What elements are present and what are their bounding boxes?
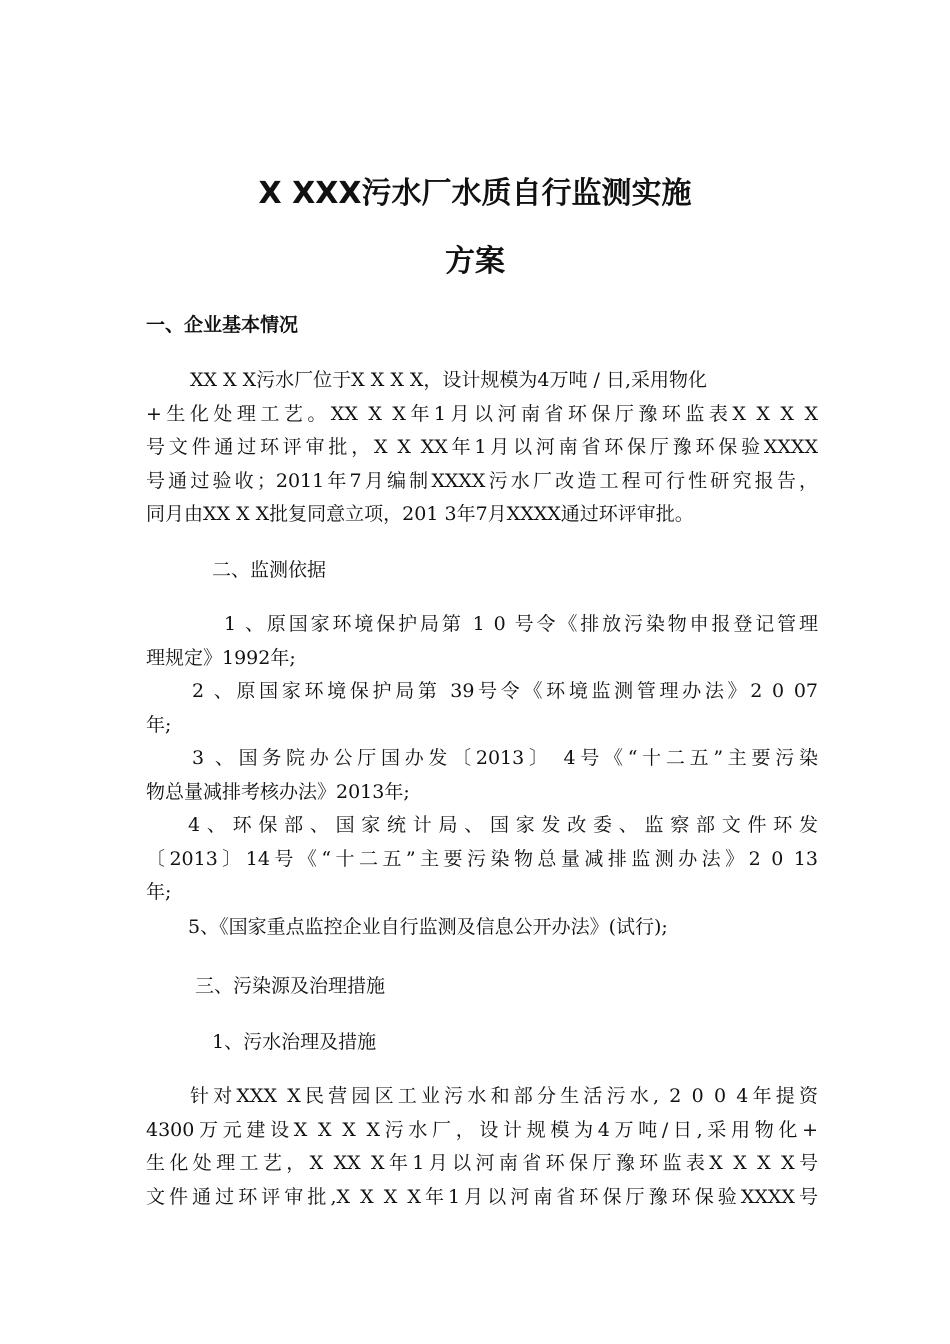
section2-item-5: [146, 911, 818, 945]
paragraph-line: 4300万元建设X X X X污水厂，设计规模为4万吨/日,采用物化+: [146, 1118, 818, 1141]
section1-paragraph: [146, 364, 818, 532]
paragraph-line: 号通过验收；2011年7月编制XXXX污水厂改造工程可行性研究报告，: [146, 469, 818, 492]
paragraph-line: 针对XXX X民营园区工业污水和部分生活污水, 2 0 0 4年提资: [190, 1085, 818, 1107]
paragraph-line: 文件通过环评审批,X X X X年1月以河南省环保厅豫环保验XXXX号: [146, 1185, 818, 1208]
section3-sub1-heading: 1、污水治理及措施: [212, 1031, 377, 1053]
paragraph-line: 同月由XX X X批复同意立项，201 3年7月XXXX通过环评审批。: [146, 503, 694, 525]
list-item-line: 年;: [146, 713, 172, 736]
list-item-line: 物总量减排考核办法》2013年;: [146, 780, 410, 803]
list-item-line: 1 、原国家环境保护局第 1 0 号令《排放污染物申报登记管理: [224, 613, 818, 635]
paragraph-line: XX X X污水厂位于X X X X，设计规模为4万吨 / 日,采用物化: [190, 369, 708, 391]
list-item-line: 2 、原国家环境保护局第 39号令《环境监测管理办法》2 0 07: [192, 680, 818, 702]
section2-item-4: [146, 809, 818, 910]
section2-item-2: [146, 675, 818, 742]
paragraph-line: 号文件通过环评审批，X X XX年1月以河南省环保厅豫环保验XXXX: [146, 436, 818, 458]
section3-heading: 三、污染源及治理措施: [195, 975, 386, 997]
document-title-line1: X XXX污水厂水质自行监测实施: [258, 176, 692, 211]
section2-heading: 二、监测依据: [212, 559, 327, 581]
section3-sub1-paragraph: [146, 1080, 818, 1214]
section1-heading: 一、企业基本情况: [146, 314, 299, 336]
list-item-line: 年;: [146, 881, 172, 903]
section2-item-1: [146, 608, 818, 675]
document-title-line2: 方案: [445, 244, 505, 279]
list-item-line: 理规定》1992年;: [146, 646, 296, 669]
list-item-line: 3 、国务院办公厅国办发〔2013〕 4号《“十二五”主要污染: [192, 747, 818, 769]
section2-item-3: [146, 742, 818, 809]
paragraph-line: 生化处理工艺，X XX X年1月以河南省环保厅豫环监表X X X X号: [146, 1152, 818, 1174]
list-item-line: 5、《国家重点监控企业自行监测及信息公开办法》(试行);: [188, 916, 668, 938]
list-item-line: 4、环保部、国家统计局、国家发改委、监察部文件环发: [188, 814, 818, 836]
list-item-line: 〔2013〕14号《“十二五”主要污染物总量减排监测办法》2 0 13: [146, 847, 818, 870]
paragraph-line: +生化处理工艺。XX X X年1月以河南省环保厅豫环监表X X X X: [146, 402, 818, 425]
